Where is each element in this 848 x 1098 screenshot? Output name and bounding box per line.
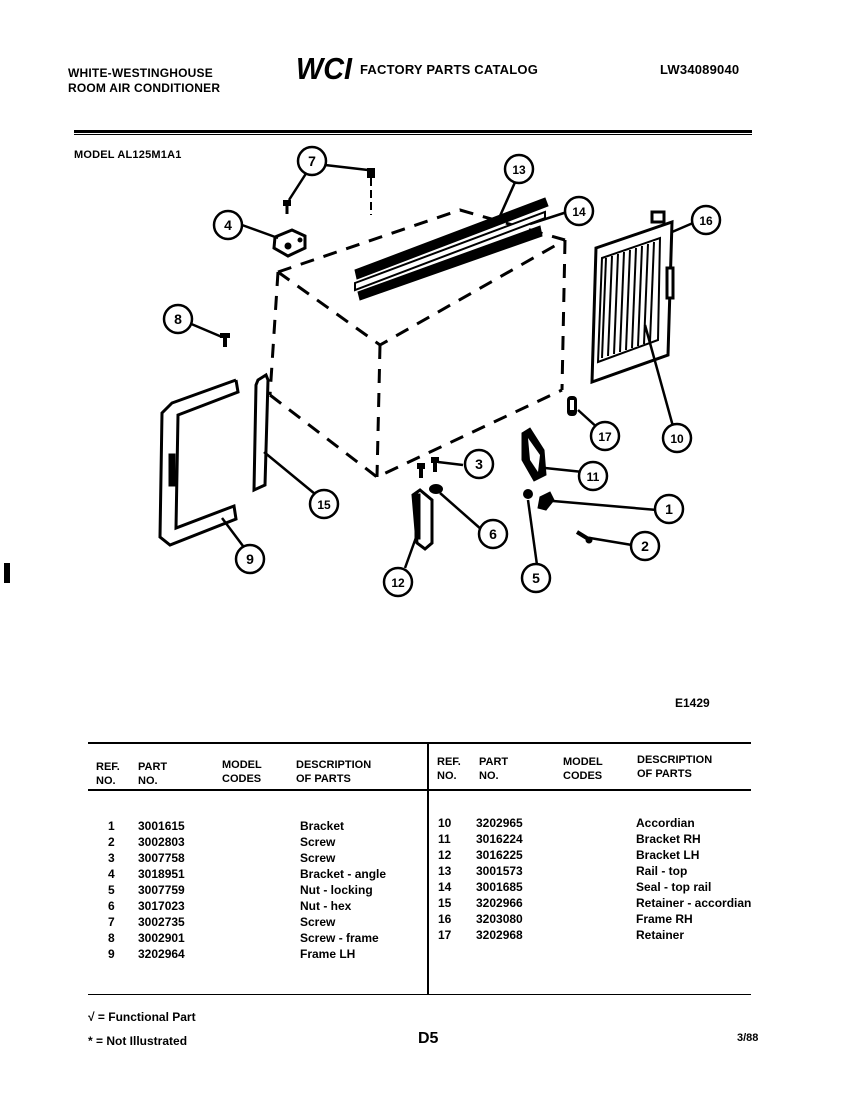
legend-functional-part: √ = Functional Part [88, 1010, 196, 1024]
retainer-15 [254, 375, 268, 490]
nut-locking-5 [523, 489, 533, 499]
svg-text:12: 12 [391, 576, 405, 590]
bracket-rh-11 [522, 428, 546, 481]
svg-text:7: 7 [308, 153, 316, 169]
scan-mark [4, 563, 10, 583]
model-label: MODEL AL125M1A1 [74, 149, 182, 161]
col-desc: DESCRIPTION [296, 759, 372, 771]
retainer-17 [567, 396, 577, 416]
col-ref: REF. [96, 761, 120, 773]
svg-text:16: 16 [699, 214, 713, 228]
figure-id: E1429 [675, 696, 710, 710]
svg-text:11: 11 [586, 470, 600, 484]
brand-line-2: ROOM AIR CONDITIONER [68, 81, 221, 95]
revision-date: 3/88 [737, 1032, 759, 1044]
bracket-angle-4 [274, 230, 305, 256]
svg-text:10: 10 [670, 432, 684, 446]
svg-text:15: 15 [317, 498, 331, 512]
svg-text:5: 5 [532, 570, 540, 586]
svg-text:1: 1 [665, 501, 673, 517]
svg-text:8: 8 [174, 311, 182, 327]
table-divider [427, 742, 429, 994]
catalog-number: LW34089040 [660, 62, 740, 77]
screw-7 [283, 168, 375, 215]
screw-3 [417, 457, 439, 478]
logo-text: WCI [296, 52, 354, 82]
svg-text:9: 9 [246, 551, 254, 567]
header-rule-thin [74, 134, 752, 135]
svg-text:17: 17 [598, 430, 612, 444]
svg-text:2: 2 [641, 538, 649, 554]
frame-rh-16 [592, 212, 673, 382]
wci-logo [296, 52, 354, 82]
exploded-parts-diagram [0, 140, 848, 700]
frame-lh-9 [160, 380, 238, 545]
header-rule [74, 130, 752, 133]
bracket-1 [538, 492, 554, 510]
catalog-title: FACTORY PARTS CATALOG [360, 62, 539, 77]
brand-line-1: WHITE-WESTINGHOUSE [68, 66, 213, 80]
page-code: D5 [418, 1030, 439, 1047]
legend-not-illustrated: * = Not Illustrated [88, 1034, 188, 1048]
rail-top-part [355, 198, 548, 300]
svg-text:6: 6 [489, 526, 497, 542]
svg-text:3: 3 [475, 456, 483, 472]
svg-text:14: 14 [572, 205, 586, 219]
svg-text:4: 4 [224, 217, 232, 233]
svg-text:13: 13 [512, 163, 526, 177]
screw-2 [577, 532, 592, 543]
col-model: MODEL [222, 759, 262, 771]
col-part: PART [138, 761, 168, 773]
screw-8 [220, 333, 230, 347]
